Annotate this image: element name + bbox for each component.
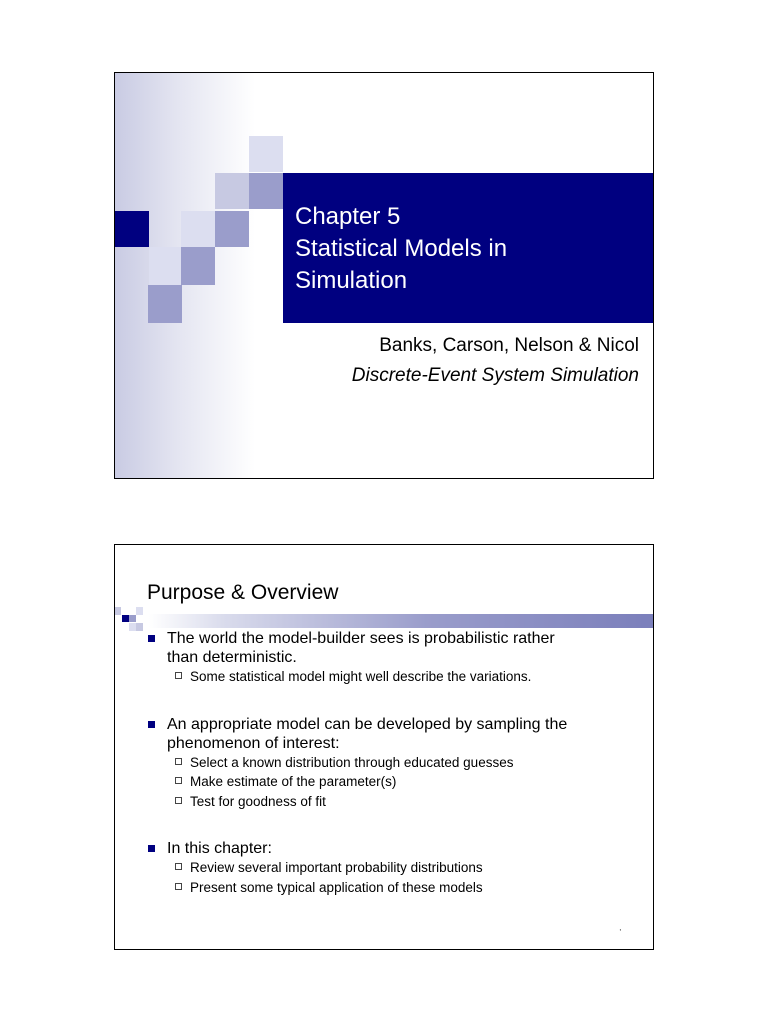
sub-list-item: [147, 792, 647, 812]
hollow-square-bullet-icon: [175, 883, 182, 890]
bullet-text: The world the model-builder sees is probabilistic rather: [167, 630, 555, 647]
title-line: Statistical Models in: [295, 235, 508, 262]
decor-square: [249, 173, 283, 209]
decor-square: [115, 211, 149, 247]
title-line: Simulation: [295, 267, 408, 294]
decor-square: [149, 247, 183, 285]
authors: Banks, Carson, Nelson & Nicol: [379, 335, 639, 356]
bullet-text: than deterministic.: [167, 649, 297, 666]
filled-square-bullet-icon: [148, 845, 155, 852]
list-item: [147, 715, 647, 753]
decor-square: [136, 607, 143, 615]
sub-bullet-text: Test for goodness of fit: [190, 793, 326, 809]
hollow-square-bullet-icon: [175, 777, 182, 784]
sub-bullet-text: Present some typical application of these models: [190, 879, 483, 895]
hollow-square-bullet-icon: [175, 797, 182, 804]
sub-list-item: [147, 878, 647, 898]
sub-list-item: [147, 667, 647, 687]
list-item: [147, 839, 647, 858]
page-mark: ': [619, 928, 621, 937]
sub-bullet-text: Some statistical model might well describe the variations.: [190, 669, 532, 684]
sub-list-item: [147, 858, 647, 878]
sub-bullet-text: Review several important probability distributions: [190, 860, 483, 875]
decor-square: [249, 136, 283, 172]
author-block: [352, 331, 639, 391]
filled-square-bullet-icon: [148, 635, 155, 642]
hollow-square-bullet-icon: [175, 758, 182, 765]
sub-list-item: [147, 772, 647, 792]
title-line: Chapter 5: [295, 203, 401, 230]
sub-bullet-text: Make estimate of the parameter(s): [190, 774, 397, 789]
bullet-text: In this chapter:: [167, 840, 272, 857]
decor-square: [181, 211, 215, 247]
hollow-square-bullet-icon: [175, 863, 182, 870]
slide-title: [295, 201, 635, 297]
title-underline-gradient: [149, 614, 653, 628]
sub-bullet-text: Select a known distribution through educated guesses: [190, 754, 514, 770]
decor-square: [122, 615, 129, 622]
filled-square-bullet-icon: [148, 721, 155, 728]
bullet-list: [147, 629, 647, 897]
decor-square: [181, 247, 215, 285]
decor-square: [129, 623, 136, 631]
decor-square: [215, 211, 249, 247]
slide-title: Purpose & Overview: [147, 581, 339, 604]
decor-square: [136, 623, 143, 631]
list-item: [147, 629, 647, 667]
book-title: Discrete-Event System Simulation: [351, 365, 639, 386]
hollow-square-bullet-icon: [175, 672, 182, 679]
decor-square: [148, 285, 182, 323]
decor-square: [129, 615, 136, 622]
content-slide: [114, 544, 654, 950]
title-slide: [114, 72, 654, 479]
bullet-text: An appropriate model can be developed by sampling the: [167, 715, 568, 733]
decor-square: [115, 607, 121, 615]
sub-list-item: [147, 753, 647, 773]
decor-square: [215, 173, 249, 209]
bullet-text: phenomenon of interest:: [167, 734, 340, 752]
